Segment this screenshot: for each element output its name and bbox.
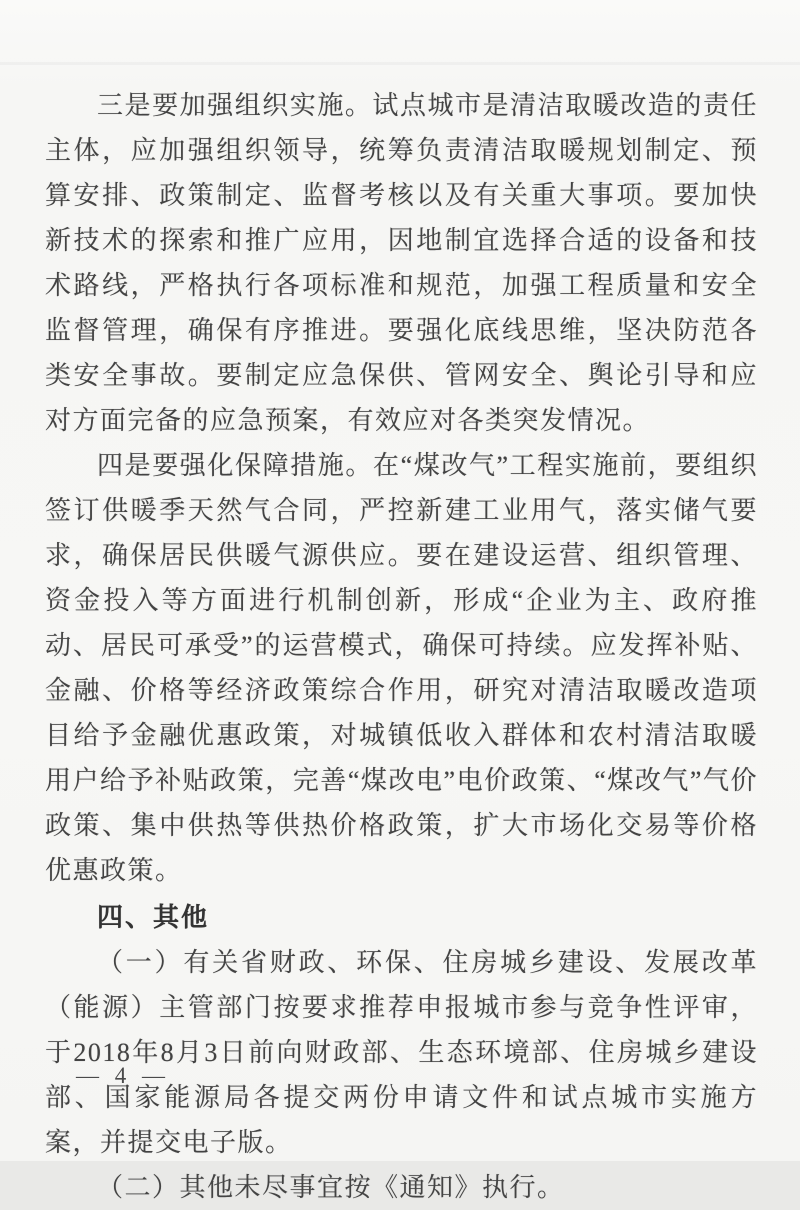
paragraph-point-three: 三是要加强组织实施。试点城市是清洁取暖改造的责任主体，应加强组织领导，统筹负责清洁取暖规划制定、预算安排、政策制定、监督考核以及有关重大事项。要加快新技术的探索和推广应用，因地制宜选择合适的设备和技术路线，严格执行各项标准和规范，加强工程质量和安全监督管理，确保有序推进。要强化底线思维，坚决防范各类安全事故。要制定应急保供、管网安全、舆论引导和应对方面完备的应急预案，有效应对各类突发情况。 [45, 91, 758, 435]
paragraph-sub-item-two: （二）其他未尽事宜按《通知》执行。 [97, 1173, 565, 1202]
paragraph-point-four: 四是要强化保障措施。在“煤改气”工程实施前，要组织签订供暖季天然气合同，严控新建工业用气，落实储气要求，确保居民供暖气源供应。要在建设运营、组织管理、资金投入等方面进行机制创新，形成“企业为主、政府推动、居民可承受”的运营模式，确保可持续。应发挥补贴、金融、价格等经济政策综合作用，研究对清洁取暖改造项目给予金融优惠政策，对城镇低收入群体和农村清洁取暖用户给予补贴政策，完善“煤改电”电价政策、“煤改气”气价政策、集中供热等供热价格政策，扩大市场化交易等价格优惠政策。 [45, 451, 758, 885]
document-content [45, 83, 758, 1210]
paragraph-sub-item-one: （一）有关省财政、环保、住房城乡建设、发展改革（能源）主管部门按要求推荐申报城市参与竞争性评审，于2018年8月3日前向财政部、生态环境部、住房城乡建设部、国家能源局各提交两份申请文件和试点城市实施方案，并提交电子版。 [45, 948, 758, 1157]
page-number: — 4 — [76, 1063, 170, 1088]
section-heading-other: 四、其他 [97, 902, 210, 932]
scan-artifact-band [0, 62, 800, 65]
